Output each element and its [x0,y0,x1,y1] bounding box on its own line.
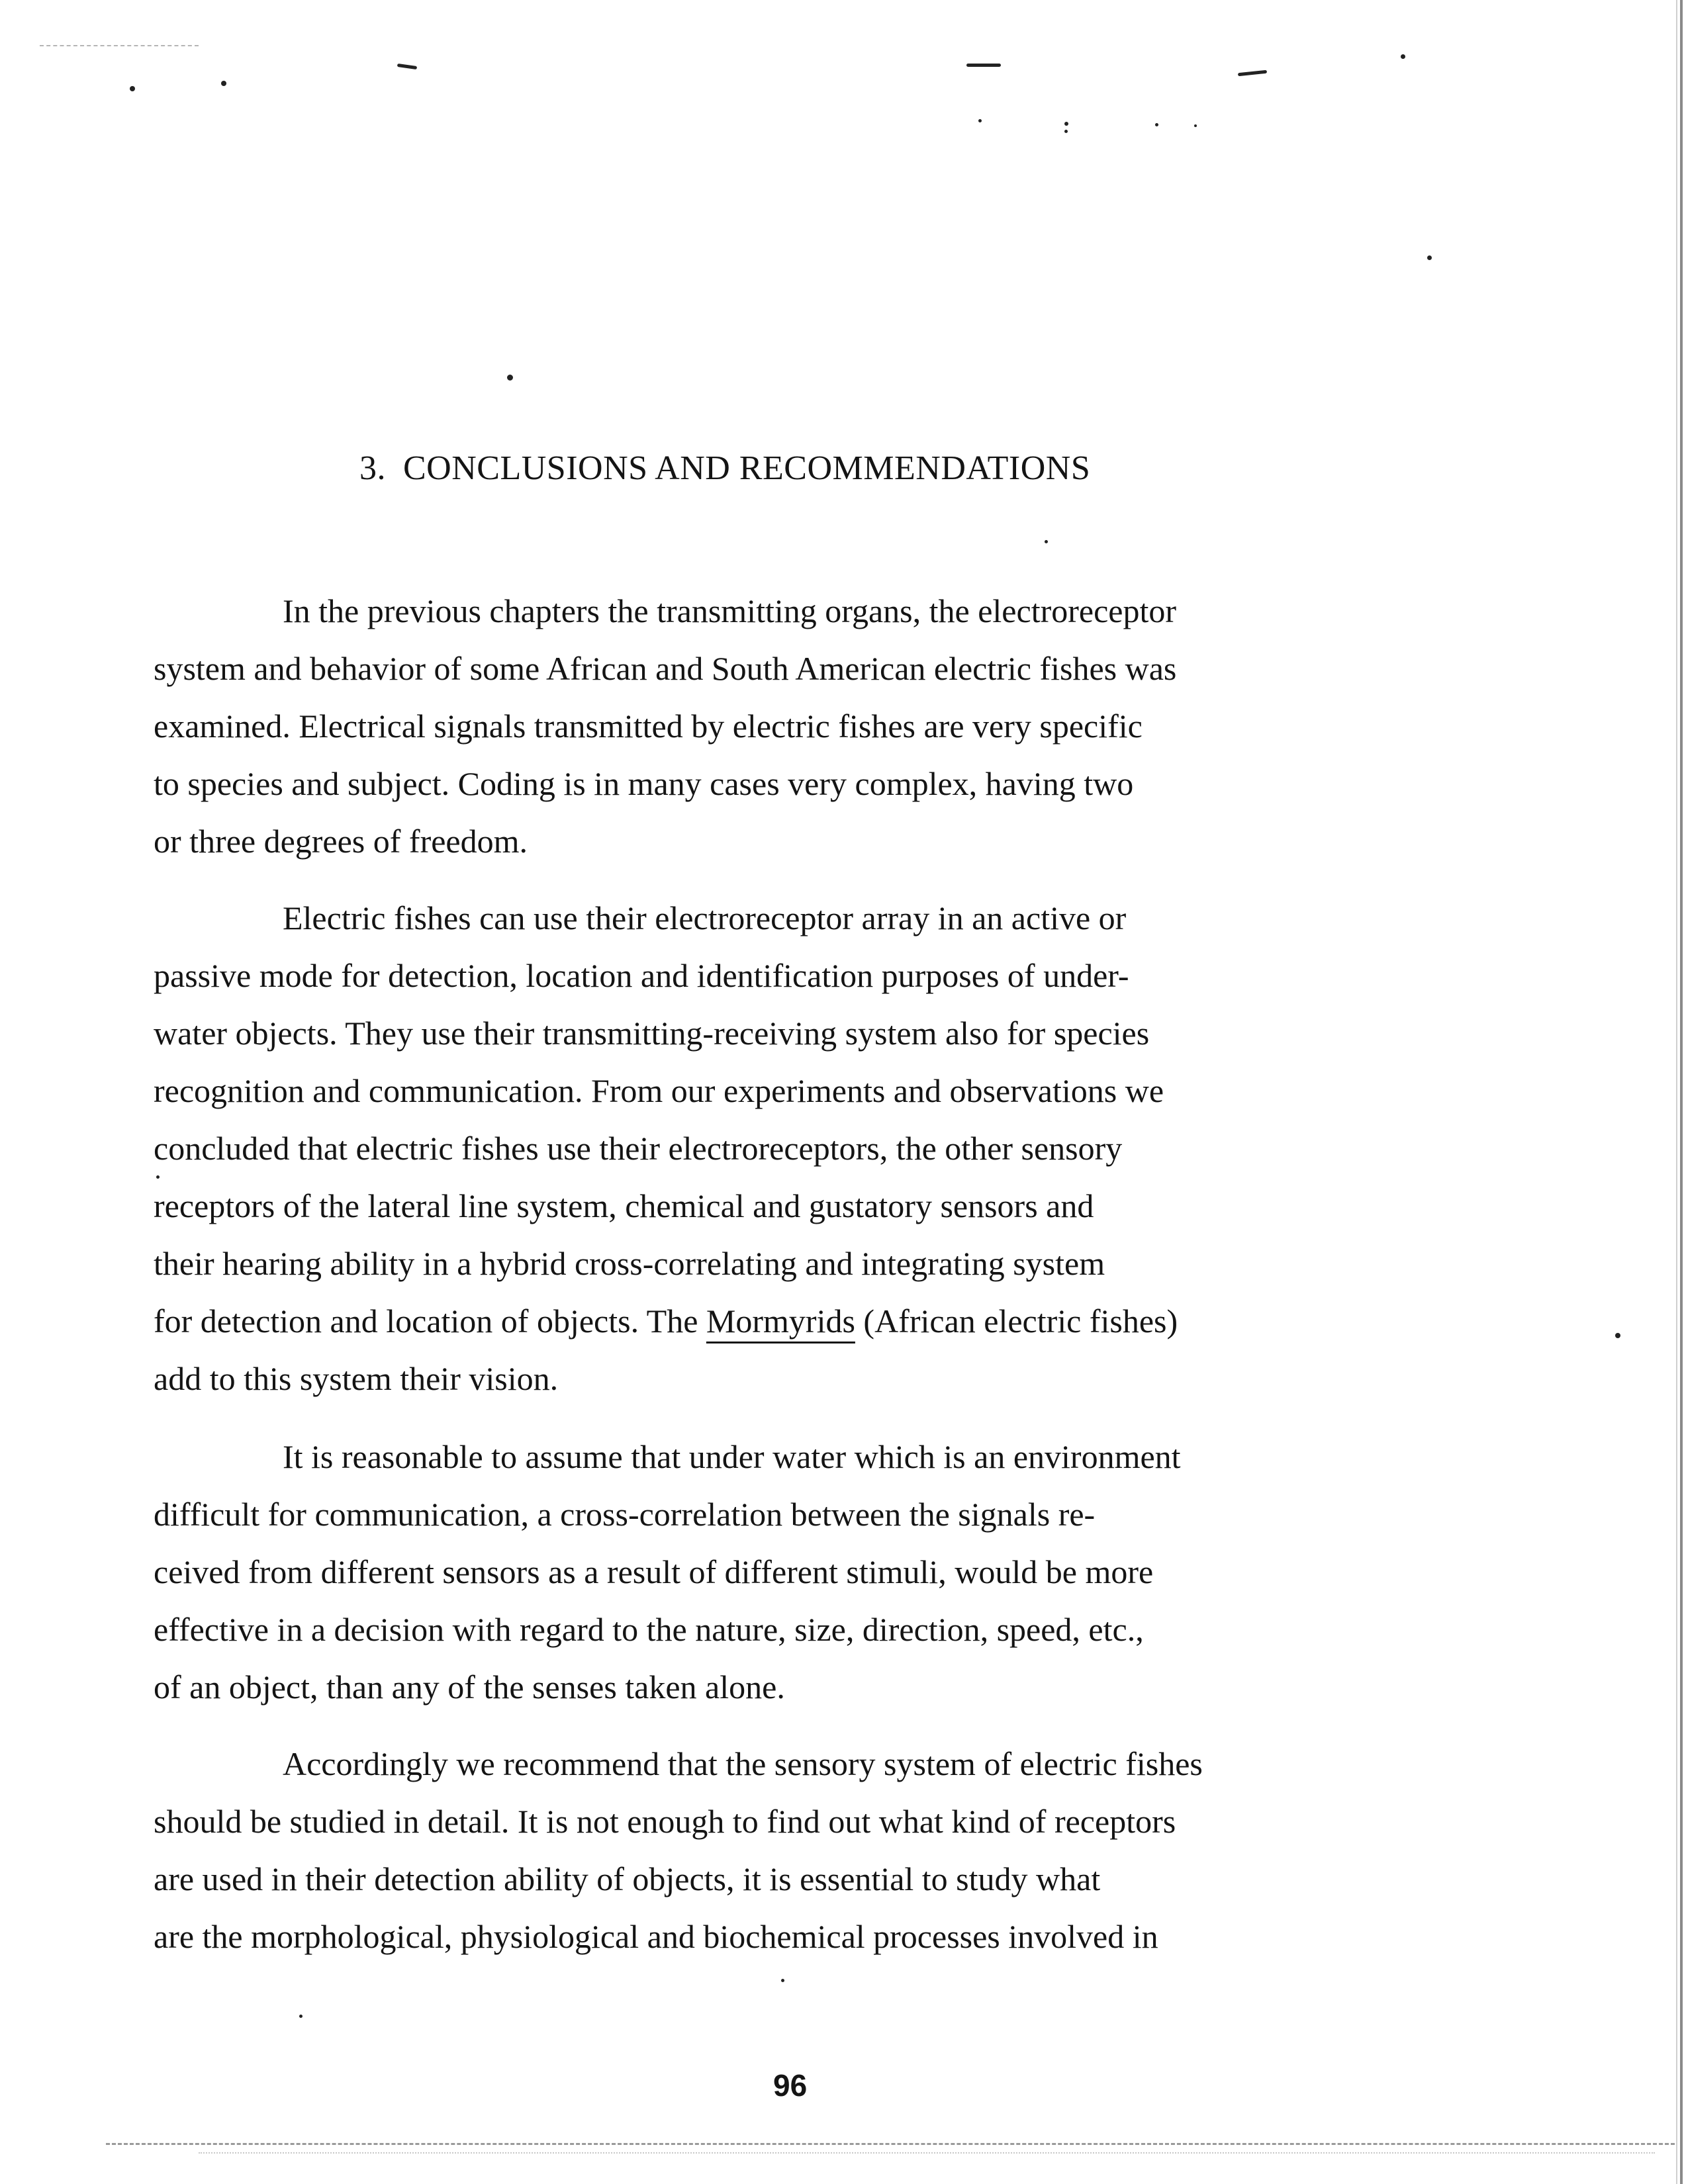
text-line: are the morphological, physiological and biochemical processes involved in [154,1918,1158,1955]
text-line: passive mode for detection, location and identification purposes of under- [154,957,1129,994]
text-line: Accordingly we recommend that the sensory system of electric fishes [283,1745,1203,1782]
scan-mark [1238,70,1267,77]
text-line: to species and subject. Coding is in many cases very complex, having two [154,765,1134,802]
scan-speck [781,1979,784,1982]
section-title: CONCLUSIONS AND RECOMMENDATIONS [403,449,1091,487]
paragraph-1 [154,582,1517,870]
text-line: concluded that electric fishes use their electroreceptors, the other sensory [154,1130,1123,1167]
scan-speck [1045,540,1048,543]
scan-speck [1615,1333,1620,1338]
text-line: or three degrees of freedom. [154,823,528,860]
scan-edge-inner [1676,0,1677,2184]
scan-speck [1155,123,1158,126]
scan-mark [397,64,417,69]
section-heading [359,449,1090,488]
bottom-scan-rule [106,2143,1675,2145]
scan-speck [221,81,226,86]
scan-speck [1064,130,1068,133]
section-number: 3. [359,449,386,487]
text-line: effective in a decision with regard to the nature, size, direction, speed, etc., [154,1611,1144,1648]
paragraph-4 [154,1735,1517,1966]
text-line: ceived from different sensors as a result of different stimuli, would be more [154,1553,1154,1590]
text-line [154,1293,1517,1350]
paragraph-2 [154,889,1517,1408]
paragraph-3 [154,1428,1517,1716]
text-segment: for detection and location of objects. The [154,1302,706,1340]
underlined-term: Mormyrids [706,1302,855,1340]
text-line: their hearing ability in a hybrid cross-correlating and integrating system [154,1245,1105,1282]
text-line: of an object, than any of the senses taken alone. [154,1668,785,1706]
scan-speck [299,2015,303,2018]
scan-speck [1064,122,1068,126]
text-line: receptors of the lateral line system, chemical and gustatory sensors and [154,1187,1094,1224]
text-segment: (African electric fishes) [855,1302,1178,1340]
text-line: add to this system their vision. [154,1360,559,1397]
text-line: It is reasonable to assume that under water which is an environment [283,1438,1181,1475]
scan-speck [130,86,135,91]
text-line: examined. Electrical signals transmitted by electric fishes are very specific [154,707,1143,745]
scan-speck [507,375,513,381]
text-line: should be studied in detail. It is not enough to find out what kind of receptors [154,1803,1176,1840]
text-line: Electric fishes can use their electroreceptor array in an active or [283,899,1127,936]
text-line: system and behavior of some African and South American electric fishes was [154,650,1177,687]
scan-edge [1680,0,1683,2184]
text-line: difficult for communication, a cross-correlation between the signals re- [154,1496,1096,1533]
scan-speck [1401,54,1405,59]
text-line: water objects. They use their transmitting-receiving system also for species [154,1015,1150,1052]
page-number: 96 [773,2068,808,2103]
text-line: recognition and communication. From our experiments and observations we [154,1072,1164,1109]
top-scan-rule [40,45,199,46]
scan-speck [1427,255,1432,260]
text-line: are used in their detection ability of objects, it is essential to study what [154,1860,1101,1897]
bottom-scan-rule-secondary [199,2152,1655,2154]
scan-speck [978,119,982,122]
scan-mark [966,64,1001,67]
text-line: In the previous chapters the transmitting organs, the electroreceptor [283,592,1176,629]
scan-speck [1194,124,1197,127]
